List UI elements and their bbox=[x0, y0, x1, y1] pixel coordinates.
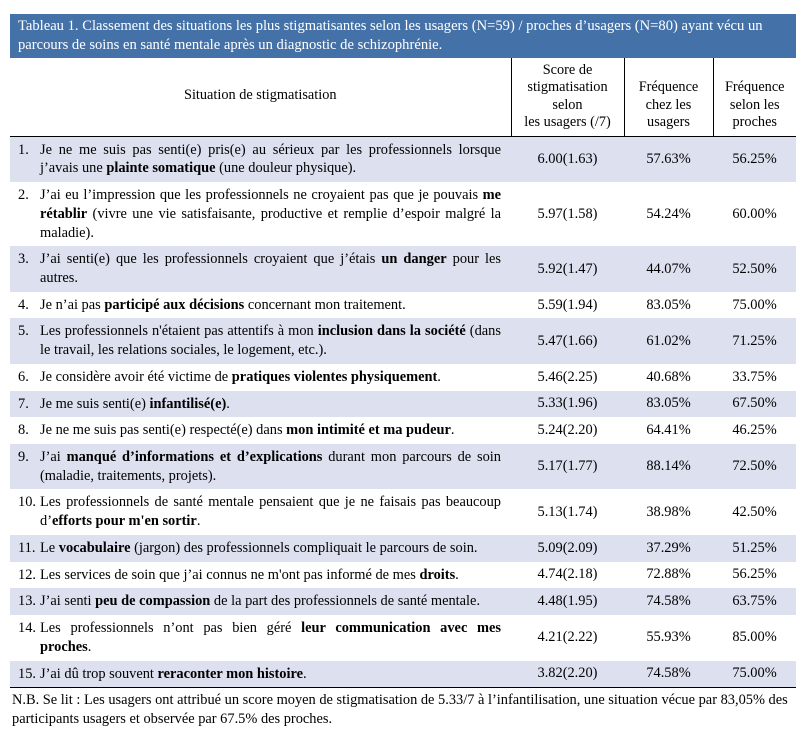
situation-text bbox=[18, 395, 501, 414]
situation-statement: Les professionnels n'étaient pas attentifs à mon inclusion dans la société (dans le travail, les relations sociales, le logement, etc.). bbox=[40, 323, 501, 359]
situation-statement: Je ne me suis pas senti(e) respecté(e) dans mon intimité et ma pudeur. bbox=[40, 422, 455, 439]
cell-score: 5.33(1.96) bbox=[511, 391, 624, 418]
table-row bbox=[10, 318, 796, 363]
column-header-freq-usagers-line-2: chez les bbox=[645, 96, 692, 113]
cell-situation bbox=[10, 246, 511, 291]
cell-score: 4.48(1.95) bbox=[511, 588, 624, 615]
cell-freq-proches: 51.25% bbox=[713, 535, 796, 562]
situation-statement: Les professionnels n’ont pas bien géré leur communication avec mes proches. bbox=[40, 620, 501, 655]
cell-situation bbox=[10, 136, 511, 182]
cell-freq-proches: 52.50% bbox=[713, 246, 796, 291]
situation-statement: J’ai senti(e) que les professionnels croyaient que j’étais un danger pour les autres. bbox=[40, 251, 501, 286]
cell-freq-usagers: 83.05% bbox=[646, 296, 691, 313]
cell-situation bbox=[10, 182, 511, 246]
cell-situation bbox=[10, 588, 511, 615]
row-index: 10. bbox=[18, 494, 36, 511]
row-index: 5. bbox=[18, 323, 29, 340]
situation-text bbox=[18, 448, 501, 485]
row-index: 14. bbox=[18, 620, 36, 637]
cell-freq-usagers: 72.88% bbox=[646, 566, 691, 583]
situation-statement: J’ai dû trop souvent reraconter mon histoire. bbox=[40, 665, 307, 682]
situation-text bbox=[18, 368, 501, 387]
cell-freq-usagers: 37.29% bbox=[624, 535, 713, 562]
row-index: 4. bbox=[18, 296, 29, 313]
stigmatization-table-container bbox=[10, 14, 796, 729]
cell-freq-usagers: 55.93% bbox=[646, 629, 691, 646]
situation-text bbox=[18, 421, 501, 440]
situation-text bbox=[18, 493, 501, 530]
cell-freq-proches: 56.25% bbox=[732, 566, 777, 583]
cell-score: 5.24(2.20) bbox=[537, 422, 598, 439]
cell-situation bbox=[10, 562, 511, 589]
column-header-freq-proches-line-2: selon les bbox=[729, 96, 780, 113]
cell-freq-proches: 75.00% bbox=[732, 296, 777, 313]
table-footnote: N.B. Se lit : Les usagers ont attribué un score moyen de stigmatisation de 5.33/7 à l’infantilisation, une situation vécue par 83,05% des participants usagers et observée par 67.5% des proches. bbox=[12, 692, 788, 728]
cell-freq-usagers: 74.58% bbox=[624, 588, 713, 615]
table-row bbox=[10, 417, 796, 444]
cell-score: 5.59(1.94) bbox=[537, 296, 598, 313]
cell-freq-proches: 67.50% bbox=[713, 391, 796, 418]
cell-freq-usagers: 88.14% bbox=[624, 444, 713, 489]
table-row bbox=[10, 535, 796, 562]
table-row bbox=[10, 444, 796, 489]
cell-freq-proches: 33.75% bbox=[732, 368, 777, 385]
situation-text bbox=[18, 566, 501, 585]
column-header-freq-usagers-line-3: usagers bbox=[647, 114, 690, 131]
cell-freq-usagers: 61.02% bbox=[624, 318, 713, 363]
stigmatization-table bbox=[10, 58, 796, 688]
column-header-freq-usagers bbox=[624, 58, 713, 136]
cell-freq-proches: 75.00% bbox=[713, 661, 796, 688]
cell-freq-proches: 60.00% bbox=[732, 205, 777, 222]
situation-statement: J’ai eu l’impression que les professionnels ne croyaient pas que je pouvais me rétablir (vivre une vie satisfaisante, productive et remplie d’espoir malgré la maladie). bbox=[40, 187, 501, 241]
situation-statement: J’ai manqué d’informations et d’explications durant mon parcours de soin (maladie, traitements, projets). bbox=[40, 449, 501, 484]
table-caption: Tableau 1. Classement des situations les plus stigmatisantes selon les usagers (N=59) / proches d’usagers (N=80) ayant vécu un parcours de soins en santé mentale après un diagnostic de schizophrénie. bbox=[10, 14, 796, 58]
column-header-freq-usagers-line-1: Fréquence bbox=[638, 79, 699, 96]
row-index: 2. bbox=[18, 187, 29, 204]
cell-score: 5.17(1.77) bbox=[511, 444, 624, 489]
row-index: 7. bbox=[18, 395, 29, 412]
table-row bbox=[10, 292, 796, 319]
situation-text bbox=[18, 322, 501, 359]
column-header-score-line-1: Score de bbox=[542, 61, 593, 78]
cell-score: 4.74(2.18) bbox=[537, 566, 598, 583]
column-header-freq-proches-line-3: proches bbox=[732, 114, 777, 131]
situation-statement: Les services de soin que j’ai connus ne m'ont pas informé de mes droits. bbox=[40, 566, 459, 583]
row-index: 9. bbox=[18, 449, 29, 466]
cell-situation bbox=[10, 489, 511, 534]
cell-situation bbox=[10, 364, 511, 391]
table-row bbox=[10, 391, 796, 418]
row-index: 12. bbox=[18, 566, 36, 583]
cell-freq-usagers: 54.24% bbox=[646, 205, 691, 222]
table-row bbox=[10, 615, 796, 660]
column-header-score-line-2: stigmatisation selon bbox=[527, 79, 608, 113]
cell-score: 5.97(1.58) bbox=[537, 205, 598, 222]
row-index: 3. bbox=[18, 251, 29, 268]
column-header-freq-proches bbox=[713, 58, 796, 136]
cell-freq-usagers: 57.63% bbox=[624, 136, 713, 182]
situation-statement: Je ne me suis pas senti(e) pris(e) au sérieux par les professionnels lorsque j’avais une plainte somatique (une douleur physique). bbox=[40, 141, 501, 177]
row-index: 8. bbox=[18, 422, 29, 439]
situation-statement: Je me suis senti(e) infantilisé(e). bbox=[40, 395, 230, 412]
table-row bbox=[10, 182, 796, 246]
cell-freq-proches: 71.25% bbox=[713, 318, 796, 363]
cell-freq-usagers: 74.58% bbox=[624, 661, 713, 688]
situation-statement: J’ai senti peu de compassion de la part des professionnels de santé mentale. bbox=[40, 593, 481, 610]
column-header-situation bbox=[10, 58, 511, 136]
cell-freq-proches: 56.25% bbox=[713, 136, 796, 182]
row-index: 13. bbox=[18, 593, 36, 610]
cell-freq-usagers: 83.05% bbox=[624, 391, 713, 418]
cell-situation bbox=[10, 661, 511, 688]
table-row bbox=[10, 489, 796, 534]
table-row bbox=[10, 246, 796, 291]
situation-text bbox=[18, 592, 501, 611]
table-row bbox=[10, 562, 796, 589]
row-index: 1. bbox=[18, 141, 29, 158]
cell-freq-usagers: 44.07% bbox=[624, 246, 713, 291]
cell-freq-proches: 85.00% bbox=[732, 629, 777, 646]
cell-situation bbox=[10, 444, 511, 489]
situation-text bbox=[18, 665, 501, 684]
situation-statement: Je considère avoir été victime de pratiques violentes physiquement. bbox=[40, 368, 441, 385]
cell-situation bbox=[10, 318, 511, 363]
cell-freq-usagers: 40.68% bbox=[646, 368, 691, 385]
table-body bbox=[10, 136, 796, 688]
cell-score: 3.82(2.20) bbox=[511, 661, 624, 688]
column-header-score bbox=[511, 58, 624, 136]
table-row bbox=[10, 136, 796, 182]
cell-score: 5.09(2.09) bbox=[511, 535, 624, 562]
cell-situation bbox=[10, 292, 511, 319]
table-row bbox=[10, 364, 796, 391]
situation-statement: Le vocabulaire (jargon) des professionnels compliquait le parcours de soin. bbox=[40, 539, 478, 556]
situation-text bbox=[18, 296, 501, 315]
cell-situation bbox=[10, 391, 511, 418]
cell-situation bbox=[10, 417, 511, 444]
cell-score: 6.00(1.63) bbox=[511, 136, 624, 182]
cell-freq-proches: 42.50% bbox=[732, 503, 777, 520]
cell-freq-proches: 63.75% bbox=[713, 588, 796, 615]
cell-score: 5.47(1.66) bbox=[511, 318, 624, 363]
cell-situation bbox=[10, 535, 511, 562]
cell-score: 5.13(1.74) bbox=[537, 503, 598, 520]
cell-freq-usagers: 38.98% bbox=[646, 503, 691, 520]
column-header-freq-proches-line-1: Fréquence bbox=[724, 79, 785, 96]
situation-statement: Je n’ai pas participé aux décisions concernant mon traitement. bbox=[40, 296, 406, 313]
situation-text bbox=[18, 539, 501, 558]
cell-freq-proches: 46.25% bbox=[732, 422, 777, 439]
column-header-score-line-3: les usagers (/7) bbox=[524, 114, 611, 131]
header-row bbox=[10, 58, 796, 136]
situation-text bbox=[18, 141, 501, 178]
table-row bbox=[10, 661, 796, 688]
cell-score: 4.21(2.22) bbox=[537, 629, 598, 646]
cell-score: 5.92(1.47) bbox=[511, 246, 624, 291]
situation-text bbox=[18, 250, 501, 287]
cell-freq-usagers: 64.41% bbox=[646, 422, 691, 439]
table-header bbox=[10, 58, 796, 136]
situation-statement: Les professionnels de santé mentale pensaient que je ne faisais pas beaucoup d’efforts pour m'en sortir. bbox=[40, 494, 501, 530]
situation-text bbox=[18, 186, 501, 242]
row-index: 11. bbox=[18, 539, 36, 556]
cell-situation bbox=[10, 615, 511, 660]
column-header-situation-line-1: Situation de stigmatisation bbox=[184, 87, 337, 104]
row-index: 6. bbox=[18, 368, 29, 385]
row-index: 15. bbox=[18, 665, 36, 682]
cell-freq-proches: 72.50% bbox=[713, 444, 796, 489]
cell-score: 5.46(2.25) bbox=[537, 368, 598, 385]
table-row bbox=[10, 588, 796, 615]
